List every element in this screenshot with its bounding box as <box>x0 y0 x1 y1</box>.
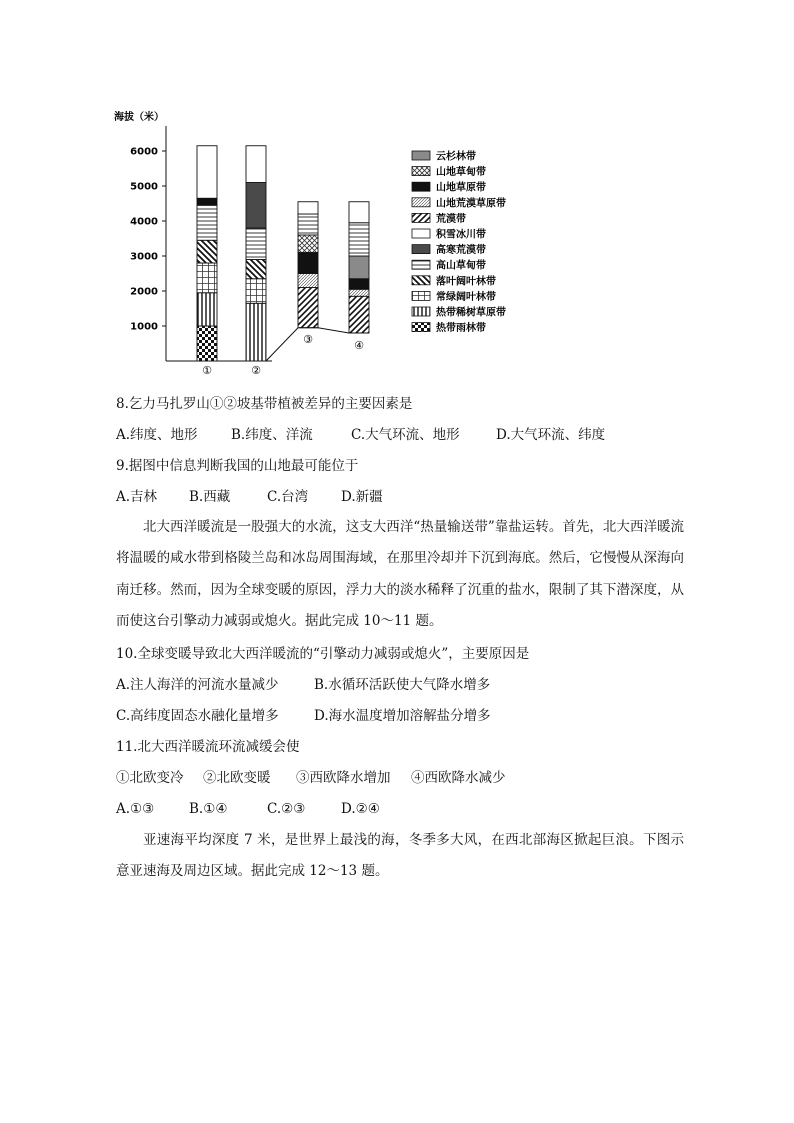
bar-segment-huangmocaoyuan <box>298 274 318 288</box>
bar-segment-gaohanhuangmo <box>246 183 266 229</box>
legend-label: 云杉林带 <box>436 151 476 163</box>
bar-segment-yulin <box>197 326 217 361</box>
legend-swatch-shandicaoyuan <box>412 182 430 191</box>
legend-label: 常绿阔叶林带 <box>436 291 496 303</box>
bar-segment-huangmo <box>298 288 318 328</box>
option-d: D.新疆 <box>341 489 383 505</box>
legend-swatch-huangmocaoyuan <box>412 198 430 207</box>
statement-4: ④西欧降水减少 <box>411 770 506 786</box>
option-a: A.吉林 <box>116 489 158 505</box>
chart-legend <box>412 150 506 335</box>
option-d: D.大气环流、纬度 <box>496 427 606 443</box>
option-a: A.①③ <box>116 801 155 817</box>
legend-label: 山地草原带 <box>436 182 486 194</box>
legend-label: 热带雨林带 <box>436 323 486 335</box>
legend-swatch-gaoshancaodian <box>412 260 430 269</box>
option-c: C.高纬度固态水融化量增多 <box>116 708 279 724</box>
legend-swatch-shandicaodian <box>412 167 430 176</box>
reading-passage-atlantic: 北大西洋暖流是一股强大的水流，这支大西洋“热量输送带”靠盐运转。首先，北大西洋暖流将温暖的咸水带到格陵兰岛和冰岛周围海域，在那里冷却并下沉到海底。然后，它慢慢从深海向南迁移。然而，因为全球变暖的原因，浮力大的淡水稀释了沉重的盐水，限制了其下潜深度，从而使这台引擎动力减弱或熄火。据此完成 10～11 题。 <box>116 519 684 629</box>
bar-segment-shandicaoyuan <box>349 279 369 290</box>
bar-segment-shandicaodian <box>298 235 318 253</box>
question-10-options-row2 <box>116 706 491 726</box>
option-c: C.台湾 <box>267 489 309 505</box>
legend-label: 山地荒漠草原带 <box>436 198 506 210</box>
option-c: C.大气环流、地形 <box>351 427 460 443</box>
y-tick-label: 2000 <box>130 286 158 298</box>
bar-segment-xishu <box>197 293 217 326</box>
bar-segment-shandicaoyuan <box>298 253 318 274</box>
bar-segment-gaoshancaodian <box>349 223 369 256</box>
bar-segment-huangmocaoyuan <box>349 289 369 296</box>
option-b: B.①④ <box>189 801 228 817</box>
legend-label: 荒漠带 <box>436 213 466 225</box>
bar-segment-jixue <box>246 146 266 183</box>
category-label: ① <box>202 364 212 377</box>
legend-swatch-gaohanhuangmo <box>412 245 430 254</box>
option-a: A.纬度、地形 <box>116 427 198 443</box>
legend-label: 落叶阔叶林带 <box>436 276 496 288</box>
option-b: B.纬度、洋流 <box>231 427 313 443</box>
question-10-stem: 10.全球变暖导致北大西洋暖流的“引擎动力减弱或熄火”，主要原因是 <box>116 646 530 662</box>
chart-bars <box>197 146 369 377</box>
question-9-stem: 9.据图中信息判断我国的山地最可能位于 <box>116 458 359 474</box>
y-tick-label: 3000 <box>130 251 158 263</box>
option-b: B.水循环活跃使大气降水增多 <box>314 677 491 693</box>
bar-segment-changlv <box>197 263 217 293</box>
legend-label: 积雪冰川带 <box>436 229 486 241</box>
vegetation-zone-chart <box>112 103 522 383</box>
question-8-options <box>116 425 605 445</box>
option-a: A.注人海洋的河流水量减少 <box>116 677 279 693</box>
reading-passage-azov: 亚速海平均深度 7 米，是世界上最浅的海，冬季多大风，在西北部海区掀起巨浪。下图示意亚速海及周边区域。据此完成 12～13 题。 <box>116 832 684 880</box>
legend-swatch-changlv <box>412 291 430 300</box>
bar-segment-huangmo <box>349 296 369 333</box>
option-b: B.西藏 <box>189 489 231 505</box>
legend-swatch-yunshan <box>412 151 430 160</box>
question-8-stem: 8.乞力马扎罗山①②坡基带植被差异的主要因素是 <box>116 396 413 412</box>
category-label: ④ <box>354 339 364 352</box>
option-d: D.②④ <box>341 801 380 817</box>
bar-segment-jixue <box>197 146 217 199</box>
legend-label: 热带稀树草原带 <box>436 307 506 319</box>
bar-segment-jixue <box>298 202 318 214</box>
statement-2: ②北欧变暖 <box>203 770 271 786</box>
y-tick-label: 1000 <box>130 321 158 333</box>
legend-swatch-jixue <box>412 229 430 238</box>
bar-segment-shandicaoyuan <box>197 198 217 205</box>
y-axis-label: 海拔（米） <box>114 112 164 123</box>
category-label: ② <box>251 364 261 377</box>
legend-label: 高山草甸带 <box>436 260 486 272</box>
y-tick-label: 6000 <box>130 146 158 158</box>
legend-swatch-xishu <box>412 307 430 316</box>
option-d: D.海水温度增加溶解盐分增多 <box>314 708 491 724</box>
bar-segment-gaoshancaodian <box>298 214 318 235</box>
bar-segment-gaoshancaodian <box>197 205 217 240</box>
question-11-options <box>116 799 380 819</box>
bar-segment-changlv <box>246 279 266 304</box>
statement-3: ③西欧降水增加 <box>296 770 391 786</box>
y-tick-label: 4000 <box>130 216 158 228</box>
question-10-options-row1 <box>116 675 490 695</box>
legend-swatch-huangmo <box>412 213 430 222</box>
bar-segment-jixue <box>349 202 369 223</box>
bar-segment-luoye <box>197 240 217 263</box>
option-c: C.②③ <box>267 801 306 817</box>
question-11-stem: 11.北大西洋暖流环流减缓会使 <box>116 739 300 755</box>
question-9-options <box>116 487 383 507</box>
y-tick-label: 5000 <box>130 181 158 193</box>
bar-segment-gaoshancaodian <box>246 228 266 260</box>
legend-swatch-yulin <box>412 323 430 332</box>
bar-segment-luoye <box>246 260 266 279</box>
legend-swatch-luoye <box>412 276 430 285</box>
bar-segment-xishu <box>246 303 266 361</box>
legend-label: 高寒荒漠带 <box>436 245 486 257</box>
category-label: ③ <box>303 333 313 346</box>
statement-1: ①北欧变冷 <box>116 770 184 786</box>
bar-segment-yunshan <box>349 256 369 279</box>
legend-label: 山地草甸带 <box>436 167 486 179</box>
question-11-statements <box>116 768 506 788</box>
